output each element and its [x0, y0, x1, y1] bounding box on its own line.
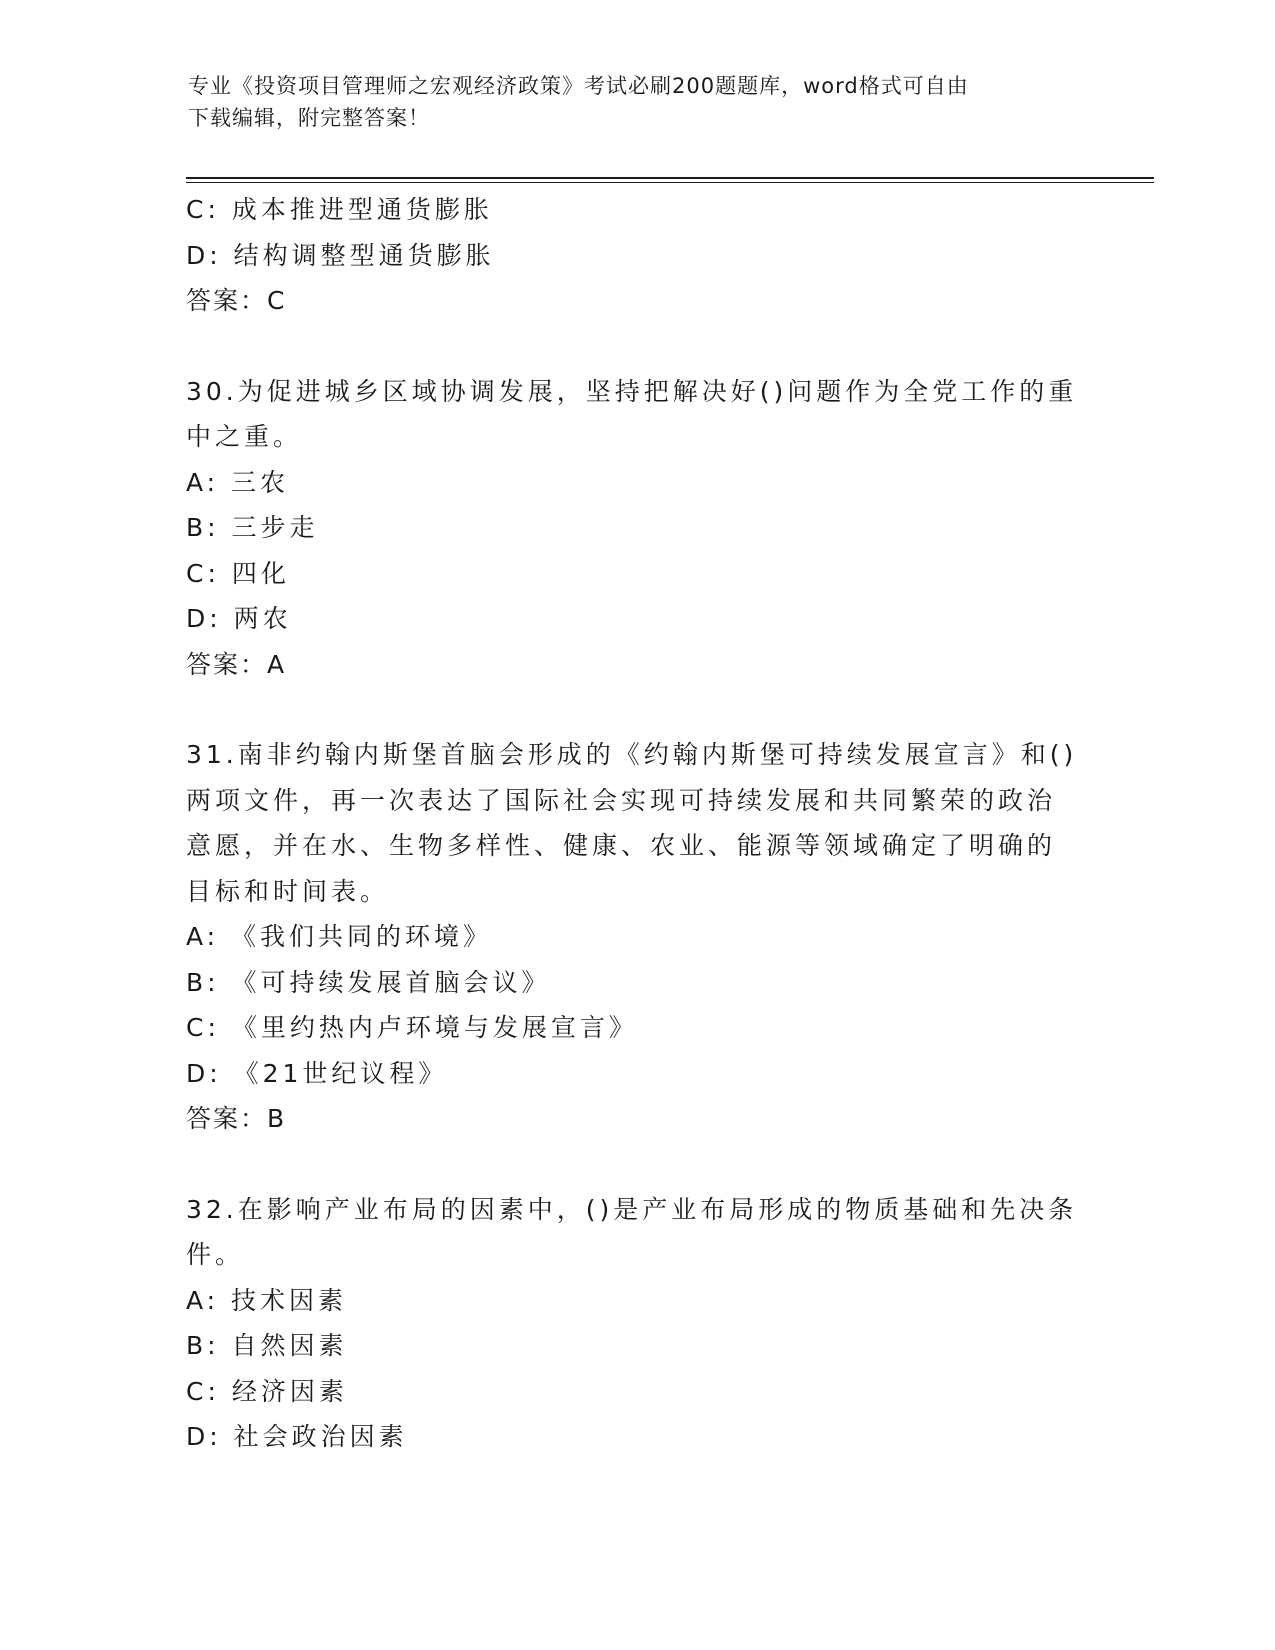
option-a: A: 三农 — [186, 467, 290, 497]
option-a: A: 《我们共同的环境》 — [186, 922, 493, 951]
question-32 — [186, 1187, 1086, 1460]
question-text-line: 中之重。 — [186, 422, 303, 451]
question-text-line: 意愿，并在水、生物多样性、健康、农业、能源等领域确定了明确的 — [186, 831, 1057, 860]
question-text-line: 目标和时间表。 — [186, 876, 390, 906]
option-b: B: 自然因素 — [186, 1331, 348, 1360]
header-divider-thin — [186, 182, 1154, 183]
spacer — [186, 687, 1086, 732]
question-list — [186, 187, 1086, 1460]
header-line-1: 专业《投资项目管理师之宏观经济政策》考试必刷200题题库，word格式可自由 — [188, 74, 969, 98]
question-text-line: 32.在影响产业布局的因素中，()是产业布局形成的物质基础和先决条 — [186, 1194, 1078, 1224]
option-c: C: 成本推进型通货膨胀 — [186, 195, 493, 224]
option-c: C: 四化 — [186, 558, 290, 588]
option-a: A: 技术因素 — [186, 1285, 348, 1315]
option-d: D: 社会政治因素 — [186, 1422, 408, 1451]
option-b: B: 三步走 — [186, 513, 319, 542]
option-c: C: 经济因素 — [186, 1376, 348, 1406]
question-30 — [186, 369, 1086, 688]
option-d: D: 《21世纪议程》 — [186, 1058, 448, 1088]
question-text-line: 31.南非约翰内斯堡首脑会形成的《约翰内斯堡可持续发展宣言》和() — [186, 740, 1078, 769]
answer: 答案：A — [186, 649, 287, 679]
header-line-2: 下载编辑，附完整答案！ — [188, 106, 430, 130]
spacer — [186, 324, 1086, 369]
question-text-line: 件。 — [186, 1240, 245, 1269]
answer: 答案：C — [186, 286, 287, 315]
question-31 — [186, 732, 1086, 1142]
document-header — [188, 70, 1088, 134]
option-d: D: 两农 — [186, 604, 292, 633]
question-text-line: 两项文件，再一次表达了国际社会实现可持续发展和共同繁荣的政治 — [186, 785, 1057, 815]
header-divider-thick — [186, 177, 1154, 179]
option-c: C: 《里约热内卢环境与发展宣言》 — [186, 1013, 638, 1042]
option-b: B: 《可持续发展首脑会议》 — [186, 967, 551, 997]
answer: 答案：B — [186, 1104, 287, 1133]
option-d: D: 结构调整型通货膨胀 — [186, 240, 495, 270]
question-text-line: 30.为促进城乡区域协调发展，坚持把解决好()问题作为全党工作的重 — [186, 376, 1078, 406]
spacer — [186, 1142, 1086, 1187]
question-29-continued — [186, 187, 1086, 324]
